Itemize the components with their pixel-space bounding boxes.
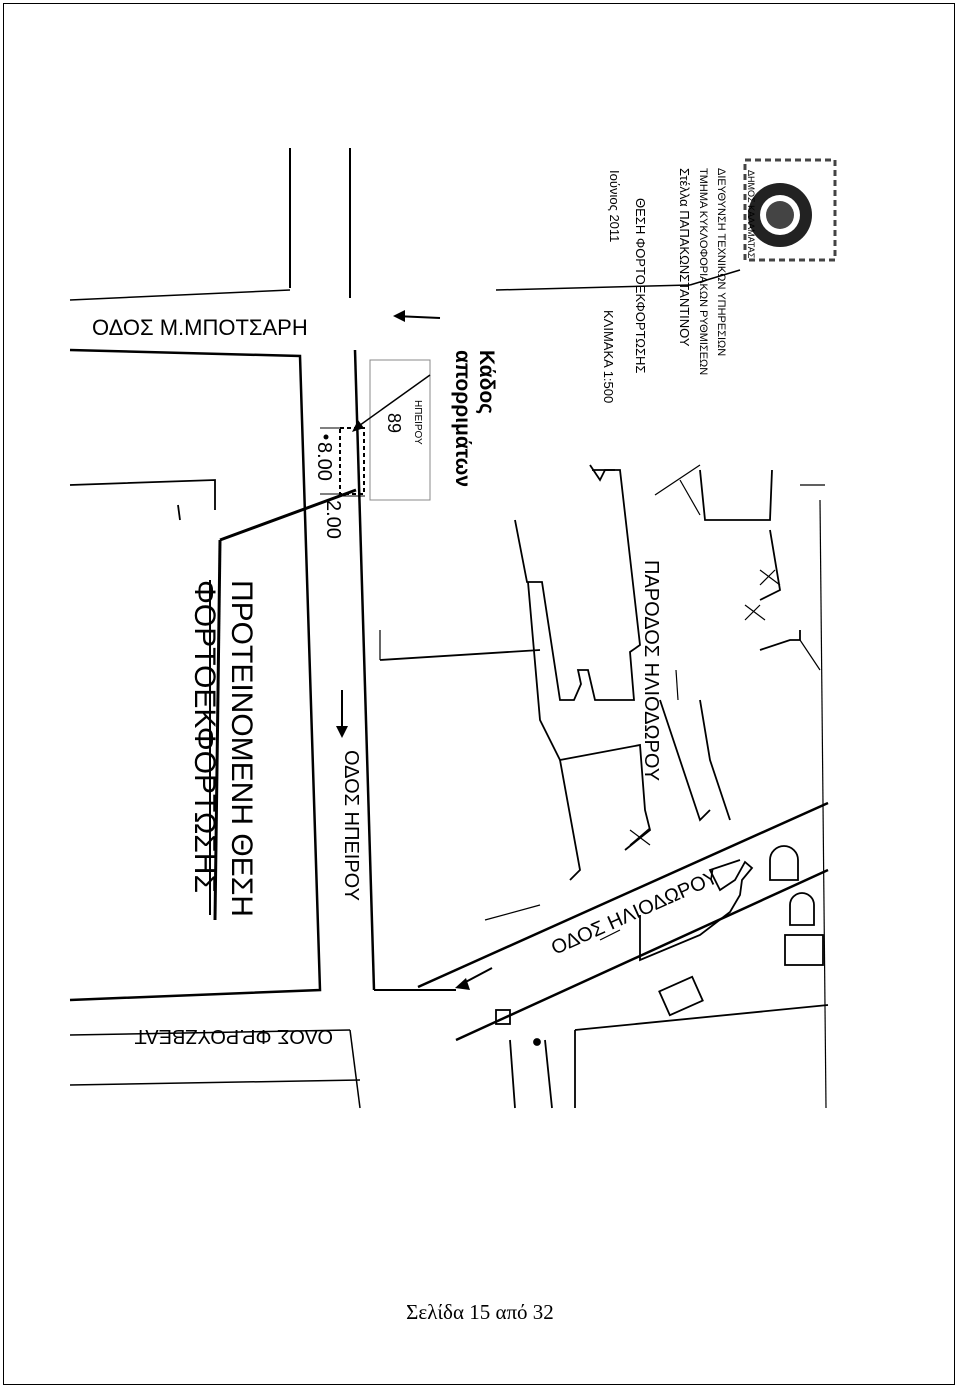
address-street: ΗΠΕΙΡΟΥ (412, 400, 423, 445)
dimension-length: 8.00 (313, 442, 335, 481)
bin-label-line2: απορριμάτων (451, 350, 474, 488)
header-author: Στέλλα ΠΑΠΑΚΩΝΣΤΑΝΤΙΝΟΥ (677, 168, 692, 347)
traffic-arrow-icon (393, 310, 440, 322)
street-lines (70, 148, 828, 1108)
header-subject: ΘΕΣΗ ΦΟΡΤΟΕΚΦΟΡΤΩΣΗΣ (633, 198, 648, 374)
address-number: 89 (384, 413, 404, 434)
municipal-seal-icon (745, 160, 835, 260)
header-block (601, 168, 756, 403)
lower-right-blocks (496, 846, 828, 1108)
header-scale: ΚΛΙΜΑΚΑ 1:500 (601, 310, 616, 404)
building-outlines (70, 360, 825, 940)
traffic-arrow-icon (455, 968, 492, 990)
bin-label-line1: Κάδος (475, 350, 498, 415)
header-municipality: ΔΗΜΟΣ ΚΑΛΑΜΑΤΑΣ (746, 170, 756, 259)
header-department: ΔΙΕΥΘΥΝΣΗ ΤΕΧΝΙΚΩΝ ΥΠΗΡΕΣΙΩΝ (715, 168, 727, 357)
proposed-position-line2: ΦΟΡΤΟΕΚΦΟΡΤΩΣΗΣ (188, 580, 221, 894)
street-label-rouzvelt: ΟΔΟΣ ΦΡ.ΡΟΥΖΒΕΛΤ (134, 1025, 333, 1047)
street-label-botsari: ΟΔΟΣ Μ.ΜΠΟΤΣΑΡΗ (92, 315, 308, 340)
proposed-position-line1: ΠΡΟΤΕΙΝΟΜΕΝΗ ΘΕΣΗ (225, 580, 258, 917)
dimension-width: 2.00 (322, 500, 344, 539)
street-label-parodos: ΠΑΡΟΔΟΣ ΗΛΙΟΔΩΡΟΥ (640, 560, 662, 782)
traffic-arrow-icon (336, 690, 348, 738)
header-date: Ιούνιος 2011 (607, 170, 622, 243)
page-number: Σελίδα 15 από 32 (406, 1300, 554, 1324)
header-section: ΤΜΗΜΑ ΚΥΚΛΟΦΟΡΙΑΚΩΝ ΡΥΘΜΙΣΕΩΝ (697, 168, 709, 376)
street-label-ipeirou: ΟΔΟΣ ΗΠΕΙΡΟΥ (340, 750, 362, 901)
street-label-iliodorou: ΟΔΟΣ ΗΛΙΟΔΩΡΟΥ (548, 866, 722, 960)
